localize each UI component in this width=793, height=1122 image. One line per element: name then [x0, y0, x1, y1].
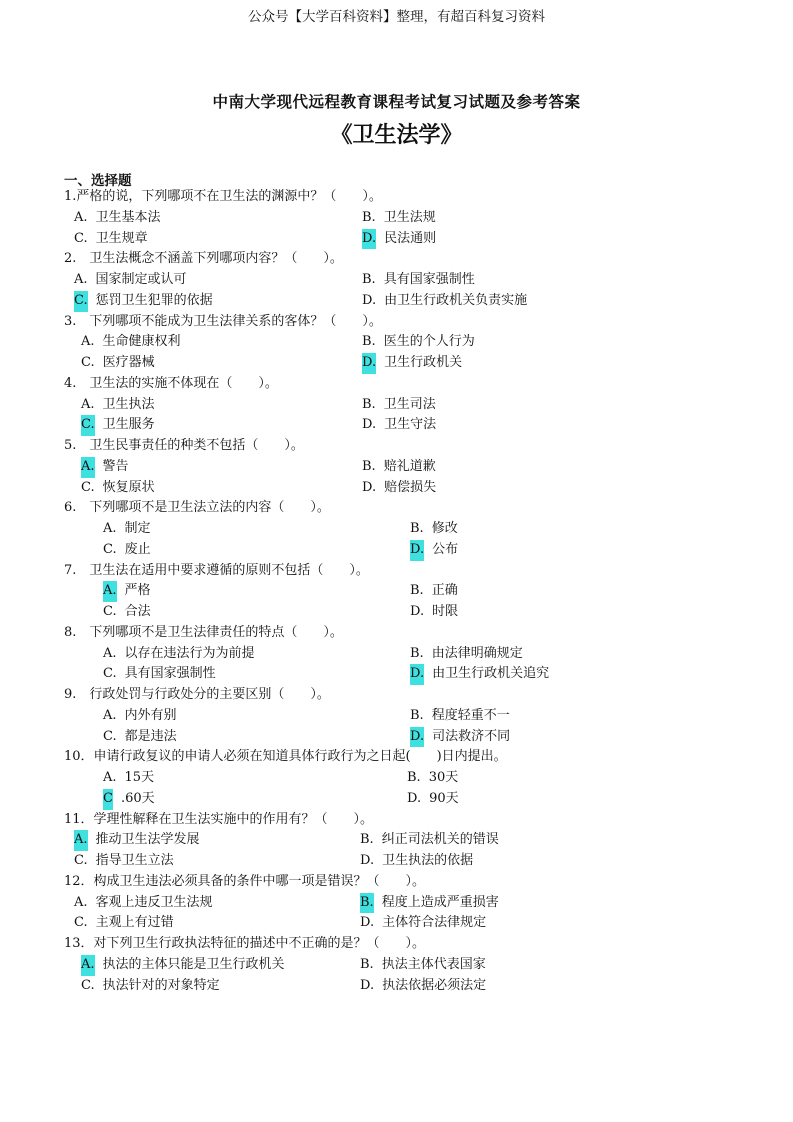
option-text: 赔礼道歉	[383, 458, 436, 474]
option-text: 执法主体代表国家	[381, 956, 486, 972]
document-subtitle: 《卫生法学》	[330, 122, 463, 148]
option-a	[103, 644, 255, 665]
option-d	[362, 353, 462, 374]
question-text: 9. 行政处罚与行政处分的主要区别（ ）。	[64, 687, 330, 702]
option-text: 具有国家强制性	[383, 272, 475, 287]
option-row	[64, 457, 764, 478]
option-row	[64, 353, 764, 374]
option-row	[64, 706, 764, 727]
option-row	[64, 789, 764, 810]
option-b	[362, 457, 436, 478]
option-b	[407, 768, 458, 789]
option-row	[64, 208, 764, 229]
option-letter: D.	[360, 853, 375, 868]
option-b	[360, 893, 499, 914]
option-text: 时限	[432, 604, 459, 619]
option-a	[74, 830, 200, 851]
option-letter: B.	[362, 458, 376, 474]
option-row	[64, 291, 764, 312]
option-d	[362, 291, 527, 312]
option-text: 公布	[432, 541, 459, 557]
option-a	[103, 706, 177, 727]
option-letter: C.	[81, 479, 95, 495]
question-text: 6. 下列哪项不是卫生法立法的内容（ ）。	[64, 500, 330, 516]
option-text: 医生的个人行为	[383, 334, 475, 350]
option-text: 30天	[428, 770, 459, 785]
option-text: 赔偿损失	[384, 479, 437, 495]
option-row	[64, 478, 764, 499]
option-c	[74, 291, 213, 312]
option-a	[74, 208, 161, 229]
option-c	[74, 913, 174, 934]
option-letter: B.	[407, 770, 421, 785]
option-letter: B.	[360, 956, 374, 972]
option-d	[407, 789, 459, 810]
option-a	[81, 955, 285, 976]
option-letter: D.	[360, 915, 375, 931]
option-letter: B.	[410, 521, 424, 536]
option-text: 指导卫生立法	[95, 853, 174, 868]
option-row	[64, 332, 764, 353]
option-b	[362, 395, 436, 416]
option-text: 警告	[102, 458, 129, 474]
option-b	[360, 830, 499, 851]
option-text: 执法针对的对象特定	[102, 977, 220, 993]
option-a	[74, 893, 213, 914]
option-letter: C.	[103, 541, 117, 557]
option-text: 由卫生行政机关负责实施	[384, 292, 528, 308]
option-text: .60天	[120, 790, 155, 806]
question-text: 1.严格的说，下列哪项不在卫生法的渊源中？（ ）。	[64, 189, 382, 204]
option-text: 卫生法规	[383, 209, 436, 225]
question-text: 2. 卫生法概念不涵盖下列哪项内容？（ ）。	[64, 251, 343, 267]
option-row	[64, 664, 764, 685]
option-text: 客观上违反卫生法规	[95, 894, 213, 910]
option-letter: A.	[74, 894, 88, 910]
option-text: 修改	[431, 521, 458, 536]
option-letter: B.	[360, 832, 374, 848]
question-text: 10．申请行政复议的申请人必须在知道具体行政行为之日起( )日内提出。	[64, 749, 507, 765]
option-d	[360, 851, 473, 872]
question-text: 11．学理性解释在卫生法实施中的作用有？（ ）。	[64, 811, 374, 827]
option-letter: B.	[410, 645, 424, 661]
option-text: 卫生服务	[102, 417, 155, 433]
option-text: 程度上造成严重损害	[381, 894, 499, 910]
option-row	[64, 270, 764, 291]
option-text: 废止	[124, 541, 151, 557]
option-letter: B.	[362, 272, 376, 287]
option-c	[103, 664, 216, 685]
option-text: 执法依据必须法定	[382, 977, 487, 993]
question-text: 12．构成卫生违法必须具备的条件中哪一项是错误？（ ）。	[64, 873, 426, 889]
option-a	[103, 519, 151, 540]
option-c	[103, 602, 151, 623]
option-row	[64, 851, 764, 872]
option-text: 90天	[429, 790, 459, 806]
option-text: 以存在违法行为为前提	[124, 645, 255, 661]
option-a	[81, 332, 181, 353]
option-d	[362, 415, 436, 436]
answer-letter-highlight: C	[103, 789, 113, 810]
answer-letter-highlight: D.	[362, 353, 376, 374]
option-row	[64, 519, 764, 540]
option-d	[360, 976, 486, 997]
option-row	[64, 830, 764, 851]
option-letter: B.	[410, 707, 424, 723]
option-letter: C.	[74, 853, 88, 868]
question-text: 13．对下列卫生行政执法特征的描述中不正确的是？（ ）。	[64, 936, 426, 951]
option-c	[103, 540, 151, 561]
option-text: 程度轻重不一	[431, 707, 510, 723]
option-letter: A.	[103, 645, 117, 661]
answer-letter-highlight: A.	[81, 955, 95, 976]
option-c	[74, 851, 174, 872]
option-a	[74, 270, 187, 291]
option-c	[103, 727, 177, 748]
option-text: 卫生规章	[95, 230, 148, 246]
option-c	[74, 229, 148, 250]
option-text: 由法律明确规定	[431, 645, 523, 661]
option-row	[64, 229, 764, 250]
answer-letter-highlight: B.	[360, 893, 374, 914]
option-row	[64, 955, 764, 976]
option-d	[410, 540, 458, 561]
option-letter: D.	[362, 417, 377, 433]
option-letter: C.	[103, 604, 117, 619]
option-row	[64, 644, 764, 665]
question-list	[64, 187, 764, 996]
option-row	[64, 727, 764, 748]
option-row	[64, 602, 764, 623]
answer-letter-highlight: D.	[410, 540, 424, 561]
option-a	[81, 457, 129, 478]
option-text: 卫生守法	[384, 417, 437, 433]
option-d	[410, 664, 549, 685]
option-row	[64, 415, 764, 436]
option-b	[410, 644, 523, 665]
option-text: 民法通则	[384, 230, 437, 246]
answer-letter-highlight: D.	[362, 229, 376, 250]
option-text: 15天	[124, 770, 155, 785]
option-text: 具有国家强制性	[124, 666, 216, 682]
option-letter: A.	[103, 521, 117, 536]
option-row	[64, 768, 764, 789]
answer-letter-highlight: A.	[74, 830, 88, 851]
question-text: 4. 卫生法的实施不体现在（ ）。	[64, 375, 278, 391]
option-letter: B.	[362, 334, 376, 350]
option-letter: B.	[362, 209, 376, 225]
header-note: 公众号【大学百科资料】整理，有超百科复习资料	[248, 9, 545, 25]
option-text: 由卫生行政机关追究	[432, 666, 550, 682]
answer-letter-highlight: A.	[103, 581, 117, 602]
option-text: 合法	[124, 604, 151, 619]
option-c	[103, 789, 155, 810]
option-text: 生命健康权利	[102, 334, 181, 350]
option-letter: D.	[362, 479, 377, 495]
option-letter: C.	[74, 915, 88, 931]
option-letter: B.	[362, 396, 376, 412]
option-text: 推动卫生法学发展	[95, 832, 200, 848]
answer-letter-highlight: C.	[81, 415, 95, 436]
section-heading: 一、选择题	[64, 173, 132, 189]
option-b	[410, 581, 458, 602]
option-text: 正确	[431, 583, 458, 599]
option-text: 卫生行政机关	[384, 355, 463, 370]
option-text: 执法的主体只能是卫生行政机关	[102, 956, 285, 972]
answer-letter-highlight: C.	[74, 291, 88, 312]
option-c	[81, 415, 155, 436]
option-d	[410, 727, 510, 748]
option-d	[362, 229, 436, 250]
option-b	[410, 519, 458, 540]
option-letter: C.	[103, 666, 117, 682]
option-letter: D.	[410, 604, 425, 619]
option-text: 都是违法	[124, 728, 177, 744]
option-text: 制定	[124, 521, 151, 536]
answer-letter-highlight: D.	[410, 727, 424, 748]
option-letter: C.	[81, 355, 95, 370]
option-text: 国家制定或认可	[95, 272, 187, 287]
option-text: 卫生基本法	[95, 209, 161, 225]
option-row	[64, 395, 764, 416]
option-b	[360, 955, 486, 976]
question-text: 5. 卫生民事责任的种类不包括（ ）。	[64, 438, 304, 453]
option-text: 纠正司法机关的错误	[381, 832, 499, 848]
option-text: 卫生执法	[102, 396, 155, 412]
option-b	[362, 270, 475, 291]
option-letter: D.	[362, 292, 377, 308]
option-letter: C.	[74, 230, 88, 246]
option-letter: D.	[407, 790, 422, 806]
option-b	[362, 208, 436, 229]
option-d	[360, 913, 486, 934]
option-row	[64, 976, 764, 997]
option-text: 卫生执法的依据	[382, 853, 474, 868]
option-letter: C.	[103, 728, 117, 744]
option-d	[410, 602, 458, 623]
option-letter: A.	[74, 272, 88, 287]
option-a	[103, 581, 151, 602]
option-letter: A.	[81, 334, 95, 350]
option-text: 主观上有过错	[95, 915, 174, 931]
option-letter: A.	[74, 209, 88, 225]
option-text: 内外有别	[124, 707, 177, 723]
option-letter: D.	[360, 977, 375, 993]
option-letter: C.	[81, 977, 95, 993]
option-a	[81, 395, 155, 416]
option-letter: A.	[81, 396, 95, 412]
option-b	[410, 706, 510, 727]
option-row	[64, 913, 764, 934]
option-c	[81, 353, 155, 374]
document-title: 中南大学现代远程教育课程考试复习试题及参考答案	[212, 92, 581, 111]
option-text: 主体符合法律规定	[382, 915, 487, 931]
option-text: 医疗器械	[102, 355, 155, 370]
option-row	[64, 581, 764, 602]
question-text: 8. 下列哪项不是卫生法律责任的特点（ ）。	[64, 624, 343, 640]
answer-letter-highlight: A.	[81, 457, 95, 478]
option-letter: A.	[103, 707, 117, 723]
option-text: 卫生司法	[383, 396, 436, 412]
option-row	[64, 893, 764, 914]
question-text: 7. 卫生法在适用中要求遵循的原则不包括（ ）。	[64, 562, 369, 578]
option-text: 惩罚卫生犯罪的依据	[95, 292, 213, 308]
option-b	[362, 332, 475, 353]
option-text: 司法救济不同	[432, 728, 511, 744]
question-text: 3. 下列哪项不能成为卫生法律关系的客体？（ ）。	[64, 313, 382, 329]
option-a	[103, 768, 154, 789]
option-c	[81, 478, 155, 499]
option-text: 恢复原状	[102, 479, 155, 495]
option-letter: B.	[410, 583, 424, 599]
option-letter: A.	[103, 770, 117, 785]
option-text: 严格	[124, 583, 151, 599]
option-row	[64, 540, 764, 561]
option-c	[81, 976, 220, 997]
option-d	[362, 478, 436, 499]
answer-letter-highlight: D.	[410, 664, 424, 685]
